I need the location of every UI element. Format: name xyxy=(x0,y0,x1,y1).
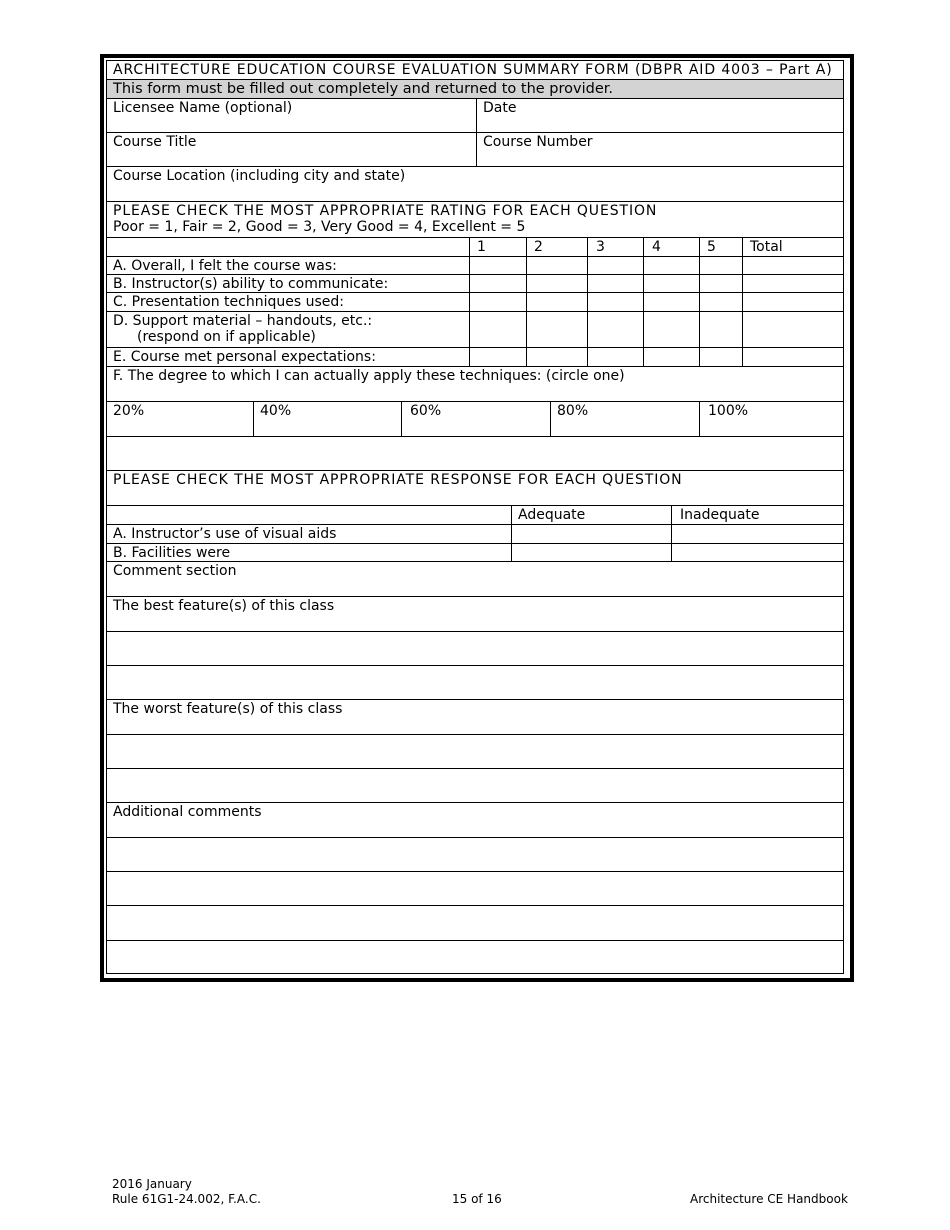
additional-comments-line-2[interactable] xyxy=(107,872,843,906)
rating-a-1-box[interactable] xyxy=(469,257,526,274)
footer-page-number: 15 of 16 xyxy=(452,1192,502,1206)
rating-scale: Poor = 1, Fair = 2, Good = 3, Very Good = 4, Excellent = 5 xyxy=(113,219,526,235)
response-a-adequate-box[interactable] xyxy=(511,525,671,543)
form-notice: This form must be filled out completely and returned to the provider. xyxy=(113,81,614,97)
response-row-a xyxy=(107,525,843,544)
rating-c-5-box[interactable] xyxy=(699,293,742,311)
degree-option-100[interactable]: 100% xyxy=(699,402,843,436)
rating-b-5-box[interactable] xyxy=(699,275,742,292)
rating-b-3-box[interactable] xyxy=(587,275,643,292)
response-a-inadequate-box[interactable] xyxy=(671,525,843,543)
rating-question-a: A. Overall, I felt the course was: xyxy=(113,258,337,274)
rating-col-total: Total xyxy=(742,238,843,256)
rating-b-2-box[interactable] xyxy=(526,275,587,292)
rating-b-total-box[interactable] xyxy=(742,275,843,292)
degree-question-row xyxy=(107,367,843,402)
footer-handbook: Architecture CE Handbook xyxy=(690,1192,848,1206)
best-feature-field[interactable] xyxy=(107,597,843,632)
rating-c-1-box[interactable] xyxy=(469,293,526,311)
rating-d-3-box[interactable] xyxy=(587,312,643,347)
response-question-b: B. Facilities were xyxy=(113,545,231,561)
rating-d-4-box[interactable] xyxy=(643,312,699,347)
rating-heading-row xyxy=(107,202,843,238)
licensee-name-label: Licensee Name (optional) xyxy=(113,100,293,116)
course-title-number-row xyxy=(107,133,843,167)
additional-comments-line-1[interactable] xyxy=(107,838,843,872)
rating-col-2: 2 xyxy=(526,238,587,256)
rating-col-3: 3 xyxy=(587,238,643,256)
rating-d-total-box[interactable] xyxy=(742,312,843,347)
response-heading: PLEASE CHECK THE MOST APPROPRIATE RESPONSE FOR EACH QUESTION xyxy=(113,472,683,488)
rating-question-b: B. Instructor(s) ability to communicate: xyxy=(113,276,389,292)
course-number-label: Course Number xyxy=(483,134,593,150)
additional-comments-line-3[interactable] xyxy=(107,906,843,941)
degree-question: F. The degree to which I can actually apply these techniques: (circle one) xyxy=(113,368,625,384)
rating-b-1-box[interactable] xyxy=(469,275,526,292)
degree-options-row xyxy=(107,402,843,437)
footer-date: 2016 January xyxy=(112,1177,192,1191)
rating-c-3-box[interactable] xyxy=(587,293,643,311)
form-title-row xyxy=(107,61,843,80)
rating-e-total-box[interactable] xyxy=(742,348,843,366)
rating-d-2-box[interactable] xyxy=(526,312,587,347)
footer-rule: Rule 61G1-24.002, F.A.C. xyxy=(112,1192,261,1206)
licensee-date-row xyxy=(107,99,843,133)
worst-feature-line-1[interactable] xyxy=(107,735,843,769)
rating-e-1-box[interactable] xyxy=(469,348,526,366)
rating-column-header-row xyxy=(107,238,843,257)
form-table xyxy=(106,60,844,974)
rating-a-5-box[interactable] xyxy=(699,257,742,274)
rating-question-d-note: (respond on if applicable) xyxy=(137,329,316,345)
best-feature-line-2[interactable] xyxy=(107,666,843,700)
rating-c-2-box[interactable] xyxy=(526,293,587,311)
rating-a-3-box[interactable] xyxy=(587,257,643,274)
licensee-name-field[interactable] xyxy=(107,99,476,132)
form-title: ARCHITECTURE EDUCATION COURSE EVALUATION SUMMARY FORM (DBPR AID 4003 – Part A) xyxy=(113,62,833,78)
form-notice-row xyxy=(107,80,843,99)
rating-d-1-box[interactable] xyxy=(469,312,526,347)
response-b-adequate-box[interactable] xyxy=(511,544,671,561)
response-col-inadequate: Inadequate xyxy=(671,506,843,524)
rating-col-4: 4 xyxy=(643,238,699,256)
rating-question-d: D. Support material – handouts, etc.: xyxy=(113,313,373,329)
worst-feature-label: The worst feature(s) of this class xyxy=(113,701,343,717)
rating-e-2-box[interactable] xyxy=(526,348,587,366)
degree-option-40[interactable]: 40% xyxy=(253,402,401,436)
date-label: Date xyxy=(483,100,517,116)
response-row-b xyxy=(107,544,843,562)
additional-comments-label: Additional comments xyxy=(113,804,262,820)
rating-row-a xyxy=(107,257,843,275)
course-location-label: Course Location (including city and state) xyxy=(113,168,406,184)
rating-a-2-box[interactable] xyxy=(526,257,587,274)
rating-row-c xyxy=(107,293,843,312)
rating-row-b xyxy=(107,275,843,293)
rating-heading: PLEASE CHECK THE MOST APPROPRIATE RATING FOR EACH QUESTION xyxy=(113,203,658,219)
rating-col-1: 1 xyxy=(469,238,526,256)
course-title-field[interactable] xyxy=(107,133,476,166)
rating-row-e xyxy=(107,348,843,367)
rating-row-d xyxy=(107,312,843,348)
rating-question-e: E. Course met personal expectations: xyxy=(113,349,376,365)
course-title-label: Course Title xyxy=(113,134,197,150)
rating-a-4-box[interactable] xyxy=(643,257,699,274)
response-question-a: A. Instructor’s use of visual aids xyxy=(113,526,337,542)
form-frame xyxy=(100,54,854,982)
course-number-field[interactable] xyxy=(476,133,843,166)
rating-c-total-box[interactable] xyxy=(742,293,843,311)
rating-c-4-box[interactable] xyxy=(643,293,699,311)
additional-comments-field[interactable] xyxy=(107,803,843,838)
worst-feature-field[interactable] xyxy=(107,700,843,735)
rating-e-3-box[interactable] xyxy=(587,348,643,366)
best-feature-label: The best feature(s) of this class xyxy=(113,598,335,614)
date-field[interactable] xyxy=(476,99,843,132)
comment-section-row xyxy=(107,562,843,597)
additional-comments-line-4[interactable] xyxy=(107,941,843,974)
response-column-header-row xyxy=(107,506,843,525)
response-b-inadequate-box[interactable] xyxy=(671,544,843,561)
rating-d-5-box[interactable] xyxy=(699,312,742,347)
worst-feature-line-2[interactable] xyxy=(107,769,843,803)
rating-a-total-box[interactable] xyxy=(742,257,843,274)
rating-b-4-box[interactable] xyxy=(643,275,699,292)
rating-question-c: C. Presentation techniques used: xyxy=(113,294,344,310)
degree-option-60[interactable]: 60% xyxy=(401,402,550,436)
spacer-row xyxy=(107,437,843,471)
best-feature-line-1[interactable] xyxy=(107,632,843,666)
response-col-adequate: Adequate xyxy=(511,506,671,524)
course-location-field[interactable] xyxy=(107,167,843,202)
degree-option-80[interactable]: 80% xyxy=(550,402,699,436)
degree-option-20[interactable]: 20% xyxy=(113,403,145,419)
comment-section-label: Comment section xyxy=(113,563,237,579)
rating-e-4-box[interactable] xyxy=(643,348,699,366)
rating-e-5-box[interactable] xyxy=(699,348,742,366)
rating-col-5: 5 xyxy=(699,238,742,256)
response-heading-row xyxy=(107,471,843,506)
